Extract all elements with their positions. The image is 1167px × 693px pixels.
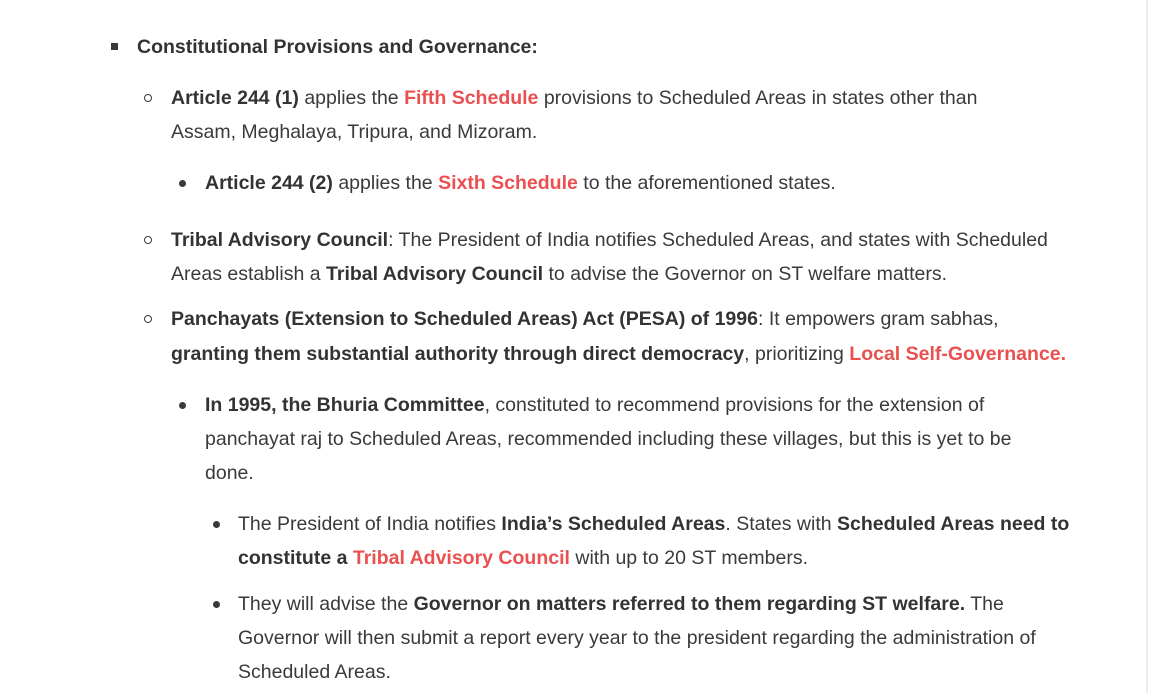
advise-text-b: The — [965, 593, 1004, 615]
bhuria-label: In 1995, the Bhuria Committee — [205, 394, 485, 416]
heading-text: Constitutional Provisions and Governance: — [137, 36, 538, 58]
bullet-circle — [144, 315, 152, 323]
bhuria-text-c: done. — [205, 462, 254, 484]
article-244-2-text-b: to the aforementioned states. — [577, 172, 836, 194]
list-item-article-244-1 — [171, 81, 977, 115]
president-bold-a: India’s Scheduled Areas — [501, 513, 726, 535]
tac-bold-b: Tribal Advisory Council — [326, 263, 544, 285]
bhuria-text-a: , constituted to recommend provisions for the extension of — [484, 394, 985, 416]
pesa-bold-b: granting them substantial authority through direct democracy — [171, 343, 745, 365]
advise-row-2 — [238, 621, 1036, 655]
section-heading — [137, 30, 538, 64]
list-item-pesa — [171, 302, 999, 336]
bullet-disc — [213, 601, 220, 608]
fifth-schedule-link[interactable]: Fifth Schedule — [404, 87, 539, 109]
local-self-governance-link[interactable]: Local Self-Governance. — [849, 343, 1067, 365]
advise-row-3 — [238, 655, 391, 689]
article-244-1-text-b: provisions to Scheduled Areas in states other than — [538, 87, 978, 109]
article-244-2-label: Article 244 (2) — [205, 172, 333, 194]
page-right-margin — [1148, 0, 1167, 693]
tac-text-c: to advise the Governor on ST welfare matters. — [543, 263, 948, 285]
list-item-president-notifies — [238, 507, 1069, 541]
bullet-circle — [144, 94, 152, 102]
bhuria-text-b: panchayat raj to Scheduled Areas, recommended including these villages, but this is yet to be — [205, 428, 1012, 450]
tac-text-a: : The President of India notifies Scheduled Areas, and states with Scheduled — [388, 229, 1048, 251]
article-244-1-text-a: applies the — [298, 87, 405, 109]
bhuria-row-3 — [205, 456, 254, 490]
article-244-1-text-c: Assam, Meghalaya, Tripura, and Mizoram. — [171, 121, 538, 143]
list-item-advise-governor — [238, 587, 1004, 621]
tac-row-2 — [171, 257, 947, 291]
advise-text-d: Scheduled Areas. — [238, 661, 391, 683]
bullet-disc — [179, 402, 186, 409]
tribal-advisory-council-link[interactable]: Tribal Advisory Council — [352, 547, 570, 569]
list-item-article-244-2 — [205, 166, 836, 200]
pesa-text-a: : It empowers gram sabhas, — [757, 308, 999, 330]
list-item-tribal-advisory-council — [171, 223, 1048, 257]
tac-text-b: Areas establish a — [171, 263, 327, 285]
pesa-label: Panchayats (Extension to Scheduled Areas) Act (PESA) of 1996 — [171, 308, 758, 330]
pesa-row-2 — [171, 337, 1066, 371]
pesa-text-b: , prioritizing — [744, 343, 850, 365]
bullet-circle — [144, 236, 152, 244]
president-bold-c: constitute a — [238, 547, 353, 569]
bullet-square — [111, 43, 118, 50]
bullet-disc — [213, 521, 220, 528]
advise-text-a: They will advise the — [238, 593, 414, 615]
bhuria-row-2 — [205, 422, 1011, 456]
article-244-1-label: Article 244 (1) — [171, 87, 299, 109]
sixth-schedule-link[interactable]: Sixth Schedule — [438, 172, 578, 194]
advise-bold: Governor on matters referred to them regarding ST welfare. — [413, 593, 966, 615]
article-244-2-text-a: applies the — [332, 172, 439, 194]
article-244-1-text-c-row — [171, 115, 537, 149]
bullet-disc — [179, 180, 186, 187]
president-bold-b: Scheduled Areas need to — [837, 513, 1070, 535]
advise-text-c: Governor will then submit a report every year to the president regarding the administration of — [238, 627, 1036, 649]
president-text-c: with up to 20 ST members. — [569, 547, 809, 569]
tac-label: Tribal Advisory Council — [171, 229, 389, 251]
list-item-bhuria-committee — [205, 388, 984, 422]
president-text-a: The President of India notifies — [238, 513, 502, 535]
president-text-b: . States with — [725, 513, 838, 535]
president-row-2 — [238, 541, 808, 575]
